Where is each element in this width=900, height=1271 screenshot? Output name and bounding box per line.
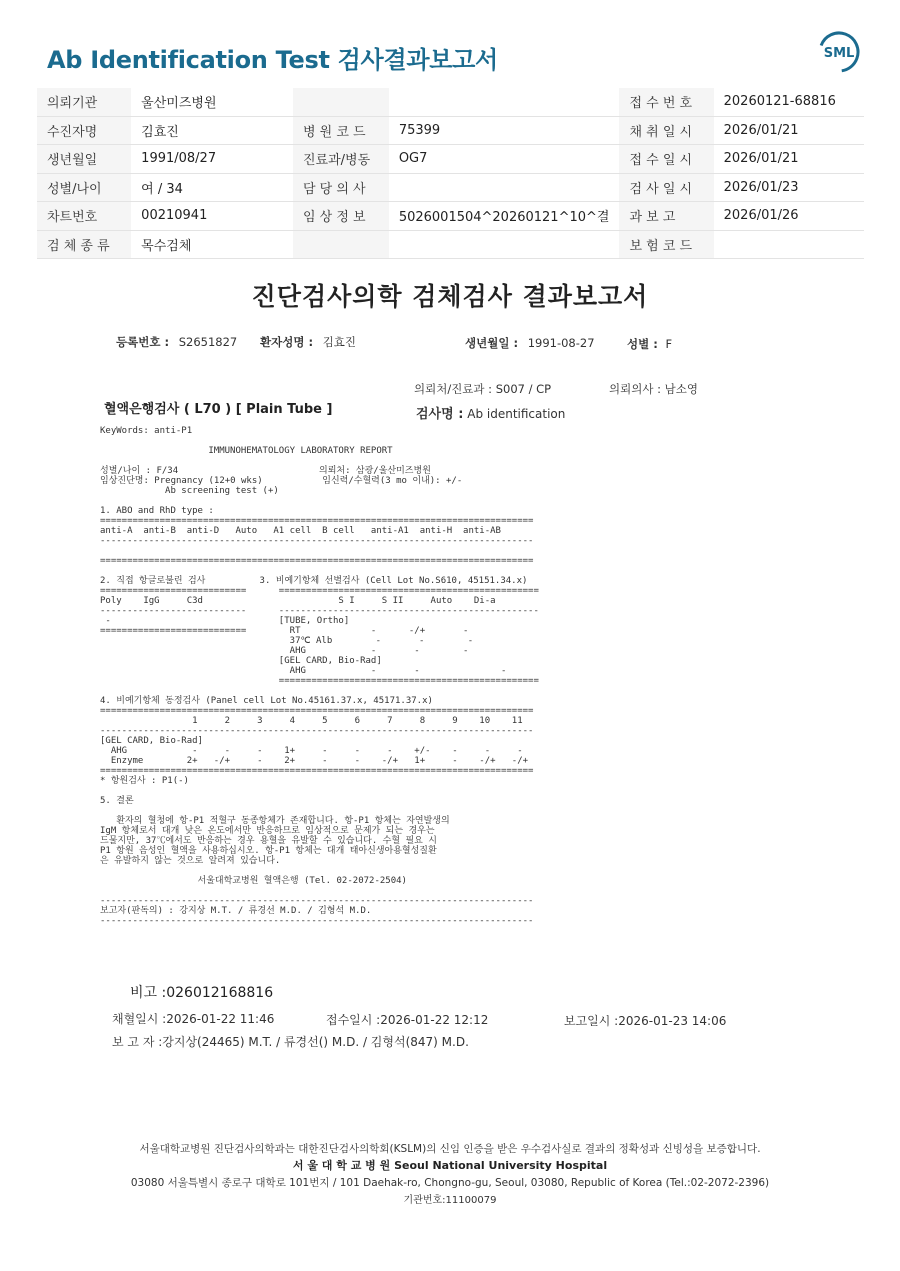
- info-label: 성별/나이: [37, 173, 131, 202]
- footer-certification: 서울대학교병원 진단검사의학과는 대한진단검사의학회(KSLM)의 신임 인증을 받은 우수검사실로 결과의 정확성과 신빙성을 보증합니다.: [139, 1143, 761, 1155]
- info-value: 00210941: [131, 202, 293, 231]
- info-value: OG7: [389, 145, 620, 174]
- patient-name-field: [260, 334, 356, 350]
- info-value: 75399: [389, 116, 620, 145]
- reg-no-label: 등록번호 :: [116, 335, 170, 349]
- remark-field: [130, 982, 273, 1002]
- info-row: [37, 116, 864, 145]
- info-label: 의뢰기관: [37, 88, 131, 116]
- dob-label: 생년월일 :: [465, 336, 519, 350]
- test-name-field: [416, 403, 565, 422]
- info-label: 접 수 일 시: [619, 145, 713, 174]
- info-label: [293, 230, 389, 259]
- receive-time-label: 접수일시 :: [326, 1013, 381, 1027]
- info-label: 수진자명: [37, 116, 131, 145]
- patient-name-value: 김효진: [322, 335, 357, 349]
- dob-field: [465, 335, 595, 351]
- footer-hospital-name: 서 울 대 학 교 병 원 Seoul National University Hospital: [292, 1159, 608, 1172]
- info-label: 생년월일: [37, 145, 131, 174]
- report-time-value: 2026-01-23 14:06: [618, 1014, 727, 1028]
- info-label: 병 원 코 드: [293, 116, 389, 145]
- remark-label: 비고 :: [130, 985, 167, 1001]
- info-label: [293, 88, 389, 116]
- info-value: 5026001504^20260121^10^결: [389, 202, 620, 231]
- sml-logo: [817, 30, 861, 74]
- info-value: 2026/01/23: [714, 173, 864, 202]
- report-time-field: [564, 1012, 726, 1029]
- info-label: 담 당 의 사: [293, 173, 389, 202]
- collect-time-field: [112, 1010, 274, 1027]
- dept-info: 의뢰처/진료과 : S007 / CP: [414, 382, 552, 396]
- reporter-value: 강지상(24465) M.T. / 류경선() M.D. / 김형석(847) M.D.: [162, 1035, 469, 1049]
- receive-time-field: [326, 1011, 488, 1028]
- info-label: 접 수 번 호: [619, 88, 713, 116]
- report-title: 진단검사의학 검체검사 결과보고서: [251, 282, 649, 311]
- info-row: [37, 202, 864, 231]
- sex-label: 성별 :: [627, 337, 658, 351]
- info-label: 검 사 일 시: [619, 173, 713, 202]
- info-label: 검 체 종 류: [37, 230, 131, 259]
- info-label: 임 상 정 보: [293, 202, 389, 231]
- reporter-label: 보 고 자 :: [112, 1035, 163, 1049]
- test-name-value: Ab identification: [467, 407, 566, 421]
- info-label: 진료과/병동: [293, 145, 389, 174]
- patient-info-table: [37, 88, 864, 259]
- info-row: [37, 173, 864, 202]
- remark-value: 026012168816: [166, 985, 274, 1001]
- reg-no-field: [116, 334, 237, 350]
- info-value: 2026/01/26: [714, 202, 864, 231]
- test-name-label: 검사명 :: [416, 407, 464, 422]
- reporter-field: [112, 1033, 469, 1050]
- info-value: 울산미즈병원: [131, 88, 293, 116]
- info-label: 차트번호: [37, 202, 131, 231]
- info-value: [714, 230, 864, 259]
- info-row: [37, 230, 864, 259]
- info-label: 보 험 코 드: [619, 230, 713, 259]
- info-value: 2026/01/21: [714, 116, 864, 145]
- footer-institution-code: 기관번호:11100079: [403, 1195, 497, 1206]
- info-row: [37, 88, 864, 116]
- test-group: 혈액은행검사 ( L70 ) [ Plain Tube ]: [104, 402, 333, 417]
- footer-address: 03080 서울특별시 종로구 대학로 101번지 / 101 Daehak-ro, Chongno-gu, Seoul, 03080, Republic of Korea (Tel.:02-2072-2396): [130, 1177, 770, 1189]
- info-row: [37, 145, 864, 174]
- patient-name-label: 환자성명 :: [260, 335, 314, 349]
- info-value: 김효진: [131, 116, 293, 145]
- report-time-label: 보고일시 :: [564, 1014, 619, 1028]
- reg-no-value: S2651827: [178, 335, 238, 349]
- logo-text: SML: [823, 46, 855, 61]
- info-label: 과 보 고: [619, 202, 713, 231]
- dob-value: 1991-08-27: [527, 336, 595, 350]
- collect-time-label: 채혈일시 :: [112, 1012, 167, 1026]
- collect-time-value: 2026-01-22 11:46: [166, 1012, 275, 1026]
- info-value: 2026/01/21: [714, 145, 864, 174]
- info-value: 20260121-68816: [714, 88, 864, 116]
- info-value: 여 / 34: [131, 173, 293, 202]
- info-value: 1991/08/27: [131, 145, 293, 174]
- info-label: 채 취 일 시: [619, 116, 713, 145]
- receive-time-value: 2026-01-22 12:12: [380, 1013, 489, 1027]
- info-value: [389, 88, 620, 116]
- sex-value: F: [665, 337, 673, 351]
- info-value: 목수검체: [131, 230, 293, 259]
- lab-report-body: KeyWords: anti-P1 IMMUNOHEMATOLOGY LABORATORY REPORT 성별/나이 : F/34 의뢰처: 삼광/울산미즈병원 임상진단명: Pregnancy (12+0 wks) 임신력/수혈력(3 mo 이내): +/- Ab screening test (+) 1. ABO and RhD type : ================================================================================ anti-A anti-B anti-D Auto A1 cell B cell anti-A1 anti-H anti-AB -------------------------------------------------------------------------------- ================================================================================ 2. 직접 항글로불린 검사 3. 비예기항체 선별검사 (Cell Lot No.S610, 45151.34.x) =========================== ================================================ Poly IgG C3d S I S II Auto Di-a --------------------------- ------------------------------------------------ - [TUBE, Ortho] =========================== RT - -/+ - 37℃ Alb - - - AHG - - - [GEL CARD, Bio-Rad] AHG - - - ================================================ 4. 비예기항체 동정검사 (Panel cell Lot No.45161.37.x, 45171.37.x) ================================================================================ 1 2 3 4 5 6 7 8 9 10 11 -------------------------------------------------------------------------------- [GEL CARD, Bio-Rad] AHG - - - 1+ - - - +/- - - - Enzyme 2+ -/+ - 2+ - - -/+ 1+ - -/+ -/+ ================================================================================ * 항원검사 : P1(-) 5. 결론 환자의 혈청에 항-P1 적혈구 동종항체가 존재합니다. 항-P1 항체는 자연발생의 IgM 항체로서 대개 낮은 온도에서만 반응하므로 임상적으로 문제가 되는 경우는 드물지만, 37℃에서도 반응하는 경우 용혈을 유발할 수 있습니다. 수혈 필요 시 P1 항원 음성인 혈액을 사용하십시오. 항-P1 항체는 대개 태아신생아용혈성질환 은 유발하지 않는 것으로 알려져 있습니다. 서울대학교병원 혈액은행 (Tel. 02-2072-2504) -------------------------------------------------------------------------------- 보고자(판독의) : 강지상 M.T. / 류경선 M.D. / 김형석 M.D. --------------------------------------------------------------------------------: [100, 426, 539, 926]
- sex-field: [627, 336, 672, 352]
- doctor-info: 의뢰의사 : 남소영: [609, 382, 698, 396]
- info-value: [389, 173, 620, 202]
- page-title: Ab Identification Test 검사결과보고서: [47, 46, 498, 74]
- info-value: [389, 230, 620, 259]
